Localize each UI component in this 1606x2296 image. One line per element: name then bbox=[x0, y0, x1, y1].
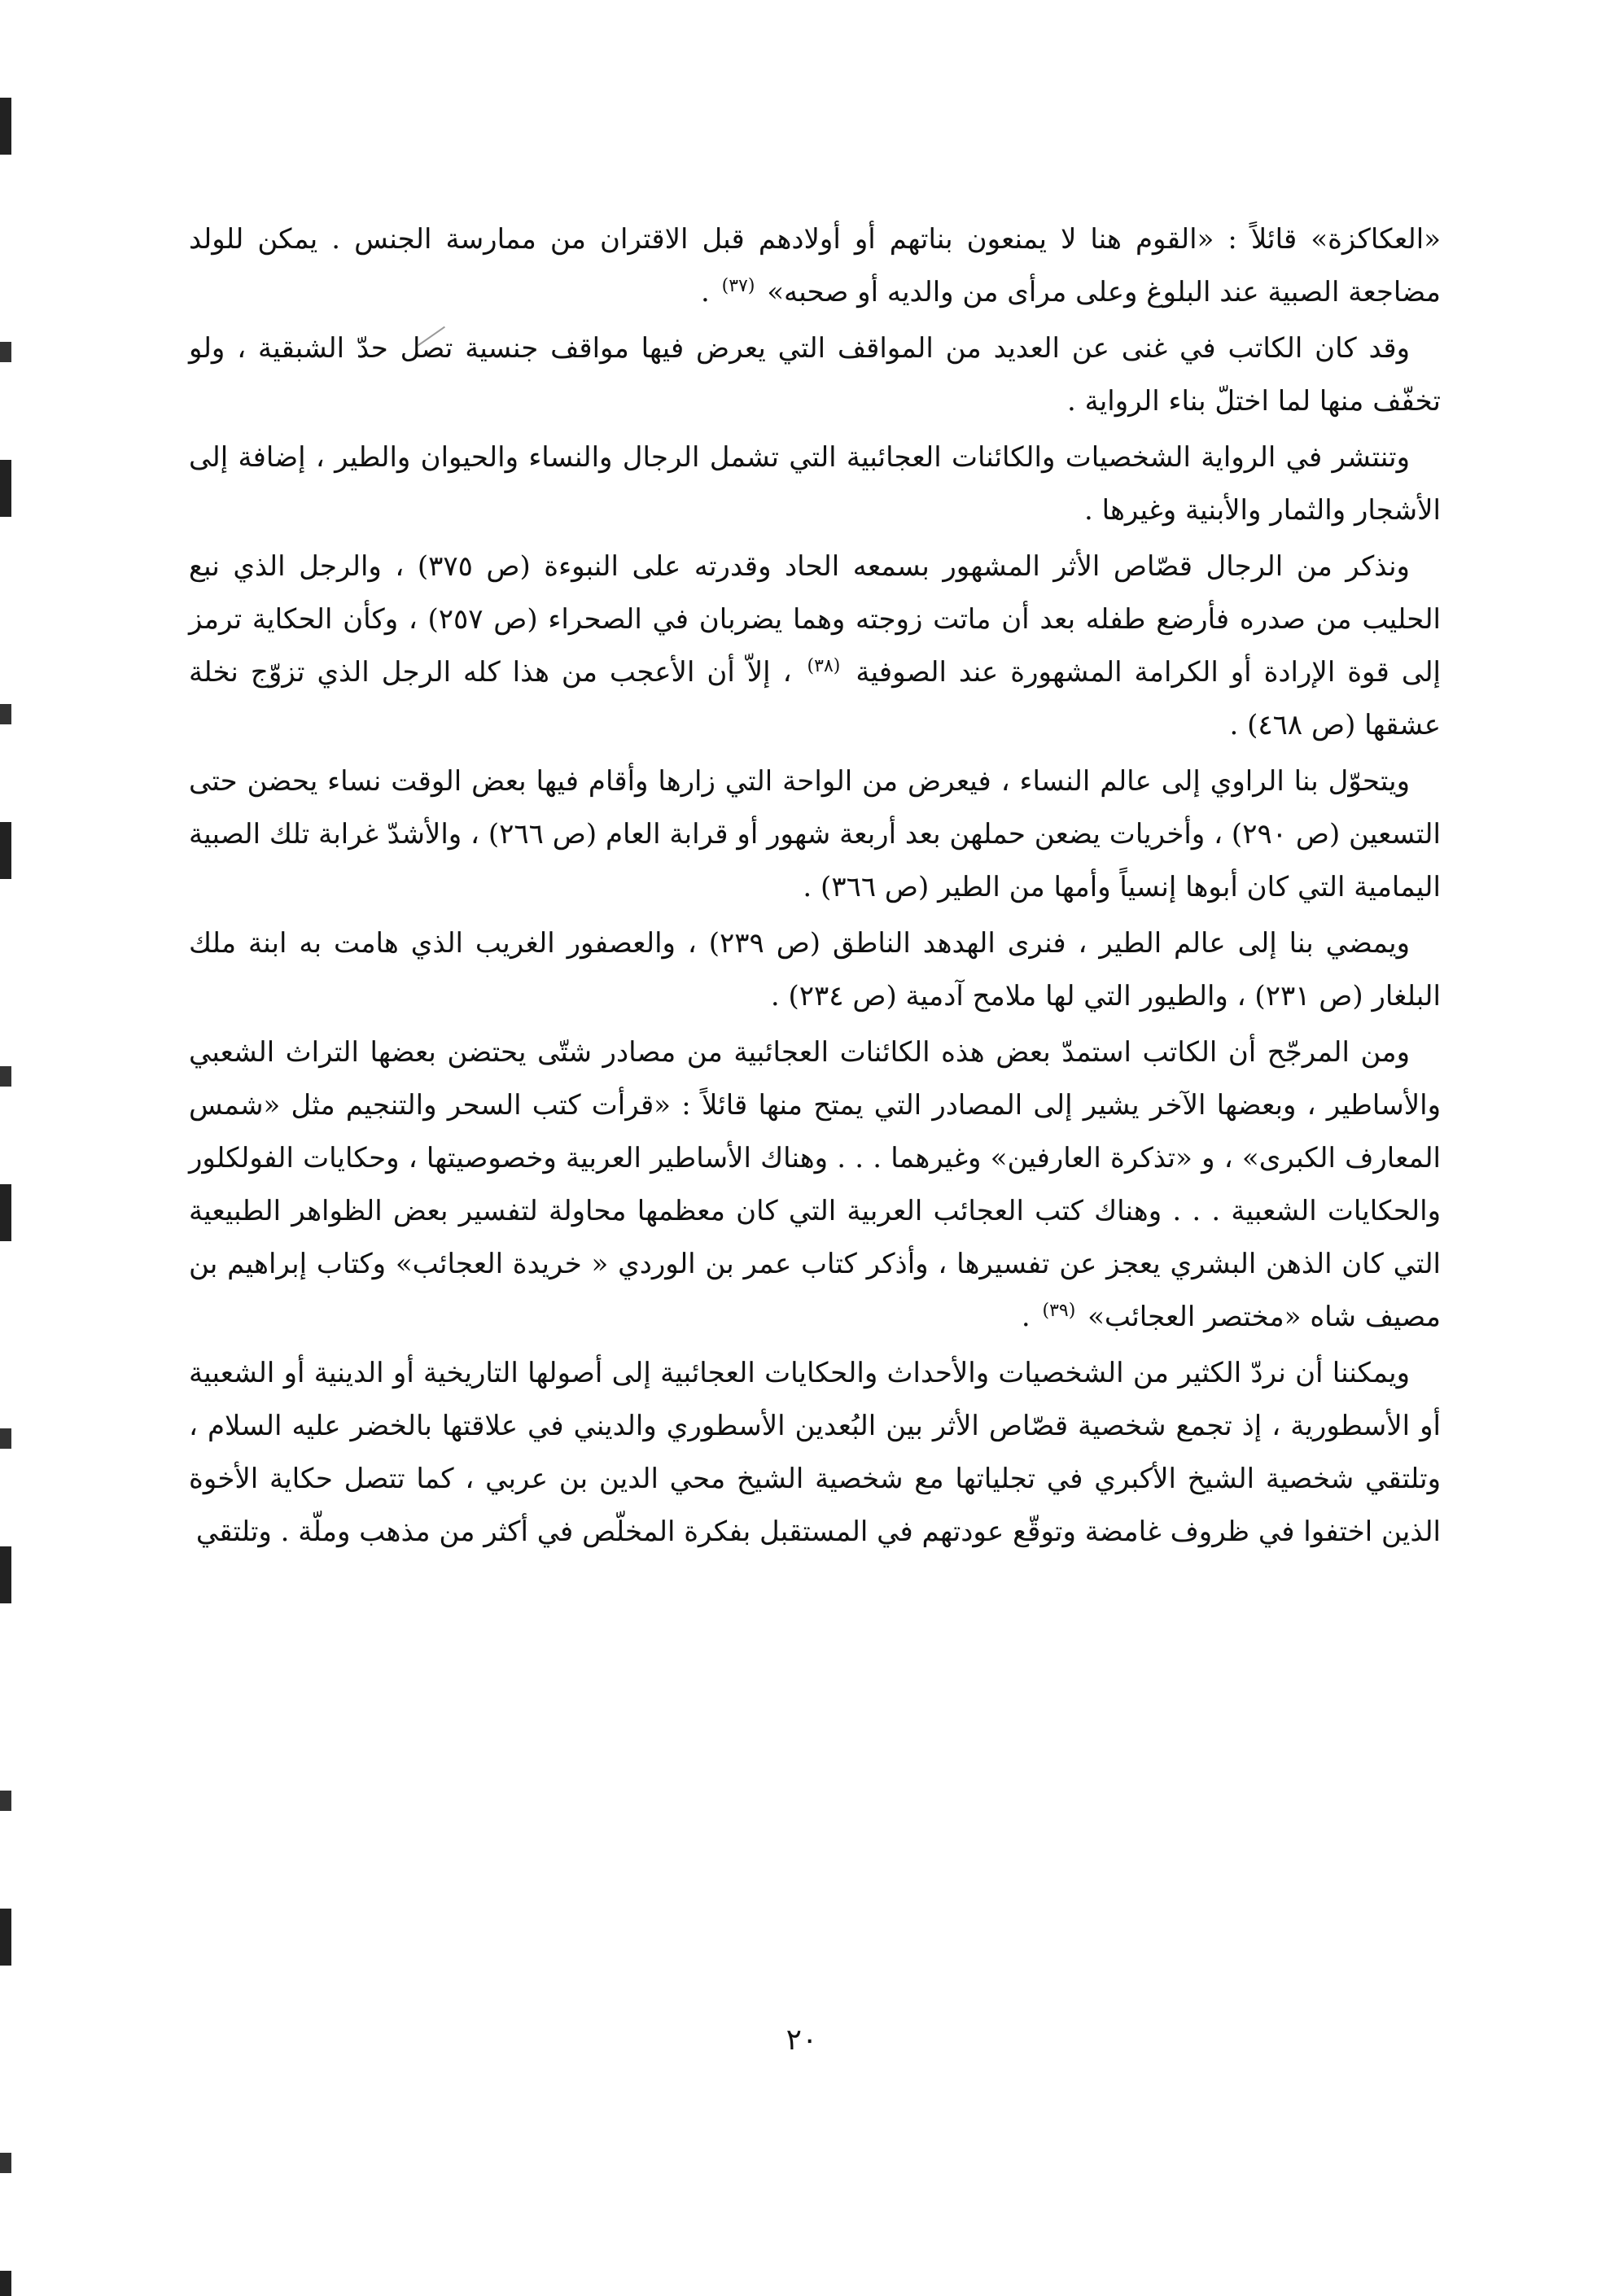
paragraph-7-text: ومن المرجّح أن الكاتب استمدّ بعض هذه الكائنات العجائبية من مصادر شتّى يحتضن بعضها التراث الشعبي والأساطير ، وبعضها الآخر يشير إلى المصادر التي يمتح منها قائلاً : «قرأت كتب السحر والتنجيم مثل «شمس المعارف الكبرى» ، و «تذكرة العارفين» وغيرهما . . . وهناك الأساطير العربية وخصوصيتها ، وحكايات الفولكلور والحكايات الشعبية . . . وهناك كتب العجائب العربية التي كان معظمها محاولة لتفسير بعض الظواهر الطبيعية التي كان الذهن البشري يعجز عن تفسيرها ، وأذكر كتاب عمر بن الوردي « خريدة العجائب» وكتاب إبراهيم بن مصيف شاه «مختصر العجائب» bbox=[189, 1036, 1442, 1333]
paragraph-1-text: «العكاكزة» قائلاً : «القوم هنا لا يمنعون بناتهم أو أولادهم قبل الاقتران من ممارسة الجنس . يمكن للولد مضاجعة الصبية عند البلوغ وعلى مرأى من والديه أو صحبه» bbox=[189, 223, 1441, 308]
paragraph-5-text: ويتحوّل بنا الراوي إلى عالم النساء ، فيعرض من الواحة التي زارها وأقام فيها بعض الوقت نساء يحضن حتى التسعين (ص ٢٩٠) ، وأخريات يضعن حملهن بعد أربعة شهور أو قرابة العام (ص ٢٦٦) ، والأشدّ غرابة تلك الصبية اليمامية التي كان أبوها إنسياً وأمها من الطير (ص ٣٦٦) . bbox=[189, 765, 1441, 903]
paragraph-5 bbox=[189, 755, 1441, 914]
footnote-ref-37: (٣٧) bbox=[721, 275, 755, 296]
page-number: ٢٠ bbox=[785, 2023, 818, 2057]
paragraph-4-end: ، إلاّ أن الأعجب من هذا كله الرجل الذي تزوّج نخلة عشقها (ص ٤٦٨) . bbox=[189, 656, 1441, 741]
paragraph-4-text: ونذكر من الرجال قصّاص الأثر المشهور بسمعه الحاد وقدرته على النبوءة (ص ٣٧٥) ، والرجل الذي نبع الحليب من صدره فأرضع طفله بعد أن ماتت زوجته وهما يضربان في الصحراء (ص ٢٥٧) ، وكأن الحكاية ترمز إلى قوة الإرادة أو الكرامة المشهورة عند الصوفية bbox=[189, 550, 1441, 689]
paragraph-8 bbox=[189, 1347, 1441, 1559]
scan-binding-edge bbox=[0, 0, 11, 2296]
paragraph-4 bbox=[189, 540, 1441, 752]
paragraph-1 bbox=[189, 213, 1441, 319]
paragraph-6 bbox=[189, 917, 1441, 1023]
body-text bbox=[189, 213, 1441, 1562]
paragraph-3-text: وتنتشر في الرواية الشخصيات والكائنات العجائبية التي تشمل الرجال والنساء والحيوان والطير ، إضافة إلى الأشجار والثمار والأبنية وغيرها . bbox=[189, 441, 1441, 527]
paragraph-2 bbox=[189, 322, 1441, 428]
paragraph-3 bbox=[189, 431, 1441, 537]
paragraph-6-text: ويمضي بنا إلى عالم الطير ، فنرى الهدهد الناطق (ص ٢٣٩) ، والعصفور الغريب الذي هامت به ابنة ملك البلغار (ص ٢٣١) ، والطيور التي لها ملامح آدمية (ص ٢٣٤) . bbox=[189, 927, 1441, 1012]
paragraph-7 bbox=[189, 1026, 1441, 1344]
paragraph-2-text: وقد كان الكاتب في غنى عن العديد من المواقف التي يعرض فيها مواقف جنسية تصل حدّ الشبقية ، ولو تخفّف منها لما اختلّ بناء الرواية . bbox=[189, 332, 1441, 418]
paragraph-7-end: . bbox=[1021, 1301, 1031, 1333]
footnote-ref-38: (٣٨) bbox=[807, 655, 841, 676]
footnote-ref-39: (٣٩) bbox=[1042, 1300, 1076, 1321]
paragraph-8-text: ويمكننا أن نردّ الكثير من الشخصيات والأحداث والحكايات العجائبية إلى أصولها التاريخية أو الدينية أو الشعبية أو الأسطورية ، إذ تجمع شخصية قصّاص الأثر بين البُعدين الأسطوري والديني في علاقتها بالخضر عليه السلام ، وتلتقي شخصية الشيخ الأكبري في تجلياتها مع شخصية الشيخ محي الدين بن عربي ، كما تتصل حكاية الأخوة الذين اختفوا في ظروف غامضة وتوقّع عودتهم في المستقبل بفكرة المخلّص في أكثر من مذهب وملّة . وتلتقي bbox=[189, 1357, 1441, 1548]
paragraph-1-end: . bbox=[700, 276, 710, 308]
